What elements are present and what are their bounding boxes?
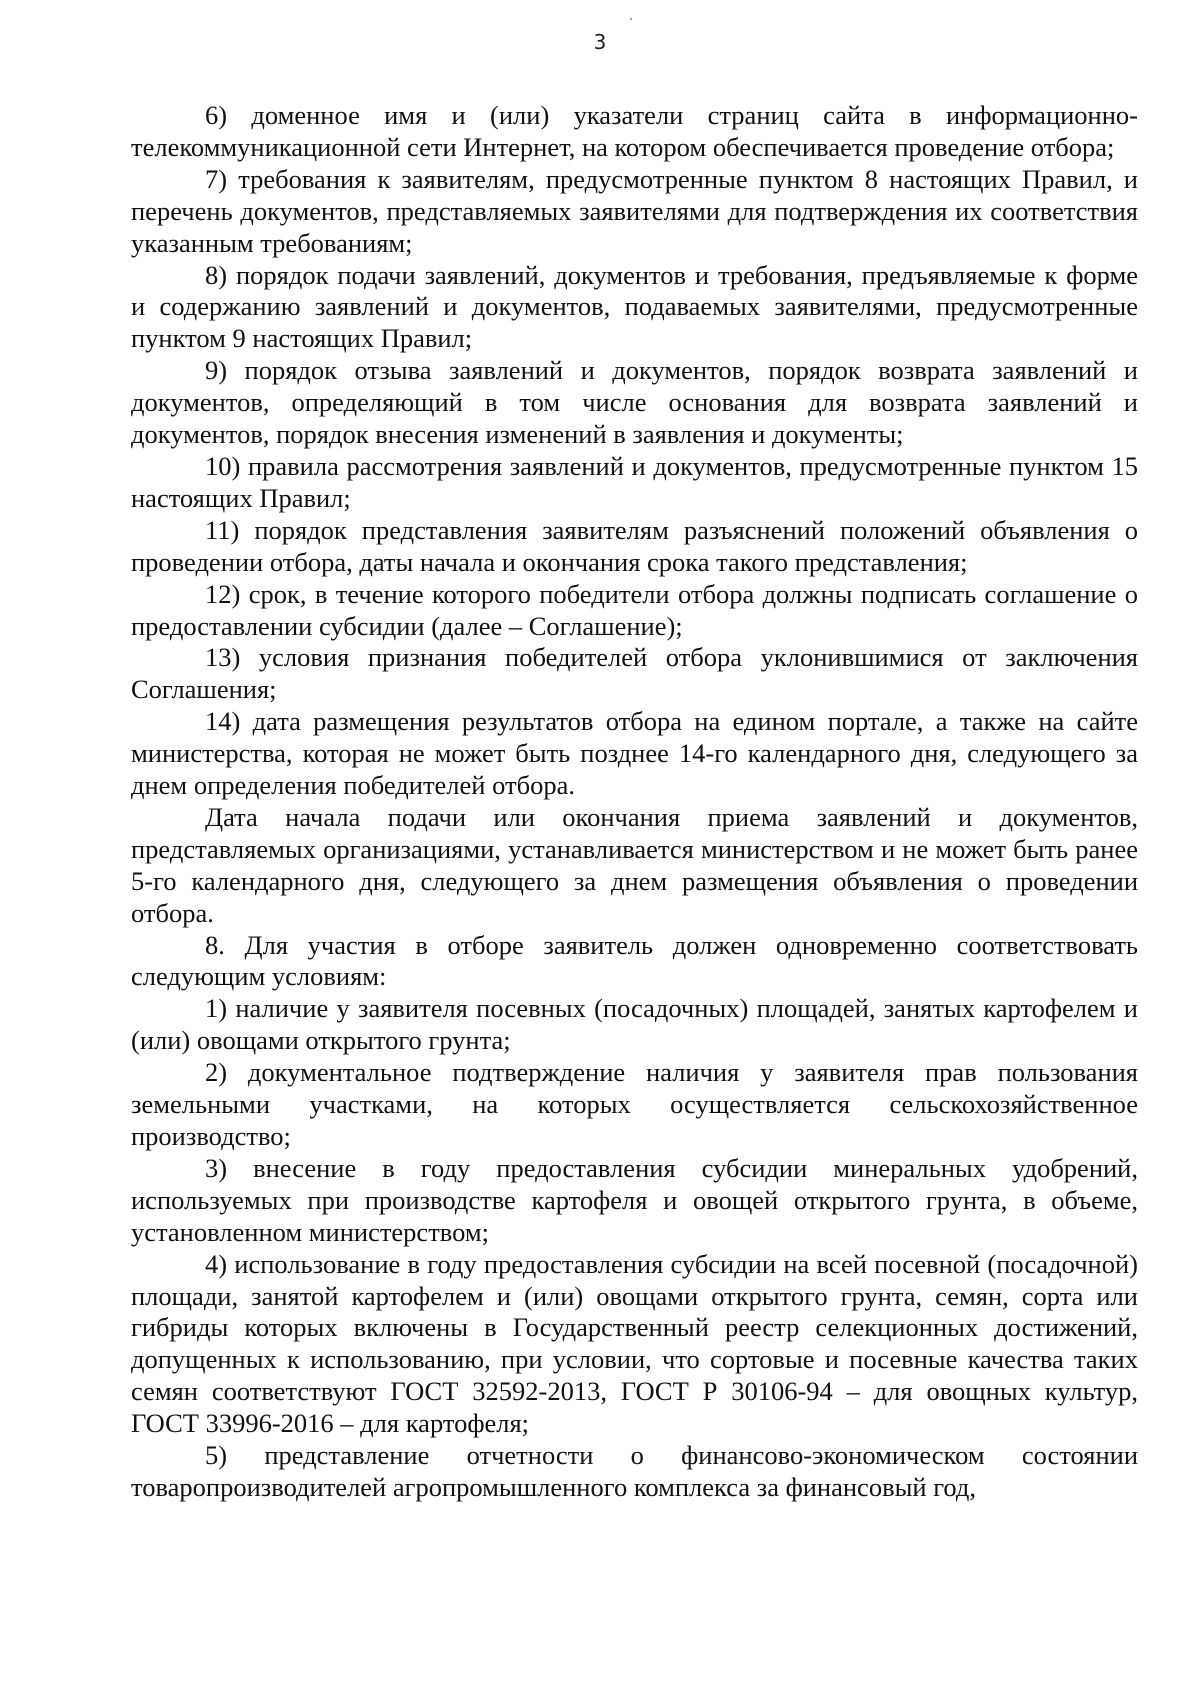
paragraph-item-13-evasion-conditions: 13) условия признания победителей отбора уклонившимися от заключения Соглашения; [131, 642, 1138, 705]
paragraph-item-10-review-rules: 10) правила рассмотрения заявлений и документов, предусмотренные пунктом 15 настоящих Правил; [131, 450, 1138, 513]
scan-speck [630, 18, 632, 20]
paragraph-item-7-requirements: 7) требования к заявителям, предусмотренные пунктом 8 настоящих Правил, и перечень документов, представляемых заявителями для подтверждения их соответствия указанным требованиям; [131, 163, 1138, 258]
paragraph-condition-3: 3) внесение в году предоставления субсидии минеральных удобрений, используемых при производстве картофеля и овощей открытого грунта, в объеме, установленном министерством; [131, 1152, 1138, 1247]
paragraph-clause-8: 8. Для участия в отборе заявитель должен одновременно соответствовать следующим условиям: [131, 929, 1138, 992]
paragraph-item-6-domain-name: 6) доменное имя и (или) указатели страниц сайта в информационно-телекоммуникационной сети Интернет, на котором обеспечивается проведение отбора; [131, 100, 1138, 162]
paragraph-item-14-results-date: 14) дата размещения результатов отбора на едином портале, а также на сайте министерства, которая не может быть позднее 14-го календарного дня, следующего за днем определения победителей отбора. [131, 706, 1138, 801]
paragraph-condition-2: 2) документальное подтверждение наличия у заявителя прав пользования земельными участками, на которых осуществляется сельскохозяйственное производство; [131, 1057, 1138, 1151]
paragraph-start-date: Дата начала подачи или окончания приема заявлений и документов, представляемых организациями, устанавливается министерством и не может быть ранее 5-го календарного дня, следующего за днем размещения объявления о проведении отбора. [131, 801, 1138, 928]
paragraph-item-12-signing-term: 12) срок, в течение которого победители отбора должны подписать соглашение о предоставлении субсидии (далее – Соглашение); [131, 578, 1138, 641]
paragraph-item-9-withdrawal-order: 9) порядок отзыва заявлений и документов, порядок возврата заявлений и документов, определяющий в том числе основания для возврата заявлений и документов, порядок внесения изменений в заявления и документы; [131, 355, 1138, 450]
paragraph-item-8-submission-order: 8) порядок подачи заявлений, документов и требования, предъявляемые к форме и содержанию заявлений и документов, подаваемых заявителями, предусмотренные пунктом 9 настоящих Правил; [131, 259, 1138, 354]
page-number: 3 [593, 30, 607, 54]
paragraph-item-11-clarifications: 11) порядок представления заявителям разъяснений положений объявления о проведении отбора, даты начала и окончания срока такого представления; [131, 514, 1138, 577]
paragraph-condition-4: 4) использование в году предоставления субсидии на всей посевной (посадочной) площади, занятой картофелем и (или) овощами открытого грунта, семян, сорта или гибриды которых включены в Государственный реестр селекционных достижений, допущенных к использованию, при условии, что сортовые и посевные качества таких семян соответствуют ГОСТ 32592-2013, ГОСТ Р 30106-94 – для овощных культур, ГОСТ 33996-2016 – для картофеля; [131, 1248, 1138, 1439]
document-body [131, 100, 1138, 1504]
paragraph-condition-5: 5) представление отчетности о финансово-экономическом состоянии товаропроизводителей агропромышленного комплекса за финансовый год, [131, 1440, 1138, 1502]
paragraph-condition-1: 1) наличие у заявителя посевных (посадочных) площадей, занятых картофелем и (или) овощами открытого грунта; [131, 993, 1138, 1056]
